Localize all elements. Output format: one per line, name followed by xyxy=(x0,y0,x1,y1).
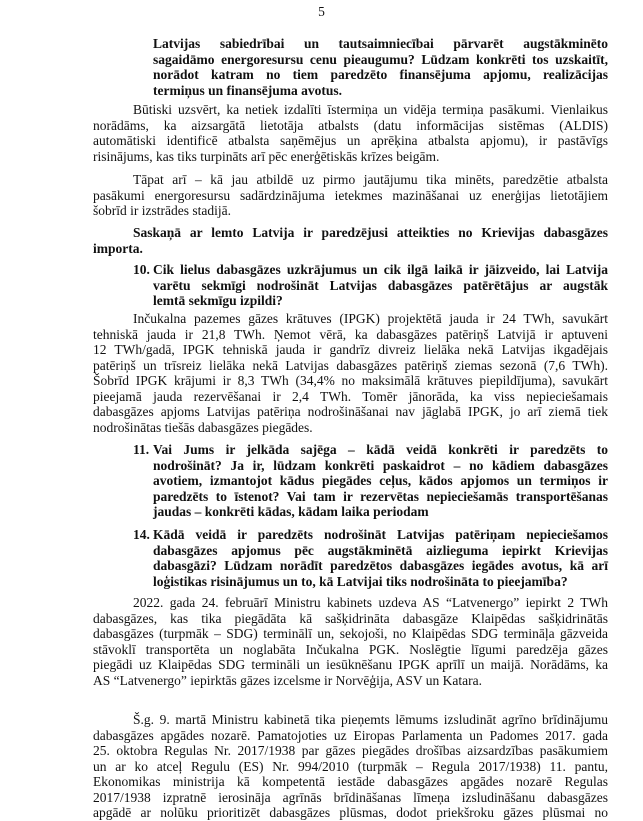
question-item xyxy=(133,442,608,520)
text-line: varētu sekmīgi nodrošināt Latvijas dabasgāzes patērētājus ar augstāk xyxy=(153,277,608,293)
text-line: avotiem, izmantojot kādus piegādes ceļus, kādos apjomos un termiņos ir xyxy=(153,473,608,488)
text-line: piegādi uz Klaipēdas SDG termināli un iesūknēšanu IPGK aprīlī un maijā. Norādāms, ka xyxy=(93,657,608,672)
text-line: stāvoklī transportēta un noglabāta Inčukalna PGK. Noslēgtie līgumi paredzēja gāzes xyxy=(93,641,608,657)
paragraph xyxy=(93,172,608,219)
text-line: norādāms, ka aizsargātā lietotāja atbalsts (datu informācijas sistēmas (ALDIS) xyxy=(93,117,608,133)
text-line: Ekonomikas ministrija kā kompetentā iestāde dabasgāzes apgādes nozarē Regulas xyxy=(93,774,608,789)
text-line: nodrošinātas tiešās dabasgāzes piegādes. xyxy=(93,419,313,435)
text-line: AS “Latvenergo” iepirktās gāzes izcelsme ir Norvēģija, ASV un Katara. xyxy=(93,672,482,688)
text-line: patēriņš un trīsreiz lielāka nekā Latvijas dabasgāzes patēriņš ziemas sezonā (7,6 TWh). xyxy=(93,357,608,373)
text-line: pasākumi energoresursu sadārdzinājuma ietekmes mazināšanai uz enerģijas lietotājiem xyxy=(93,187,608,203)
text-line: tehniskā jauda ir 21,8 TWh. Ņemot vērā, ka dabasgāzes patēriņš Latvijā ir aptuveni xyxy=(93,326,608,342)
text-line: nodrošināt? Ja ir, lūdzam konkrēti paskaidrot – no kādiem dabasgāzes xyxy=(153,457,608,473)
question-number: 10. xyxy=(133,262,150,277)
text-line: Vai Jums ir jelkāda sajēga – kādā veidā konkrēti ir paredzēts to xyxy=(153,442,608,457)
text-line: dabasgāzes apjomus pēc augstākminētā aizlieguma iepirkt Krievijas xyxy=(153,542,608,558)
question-item xyxy=(133,262,608,309)
text-line: dabasgāzes apjoms Latvijas patēriņa nodrošināšanai nav jāglabā IPGK, jo arī ziemā tiek xyxy=(93,404,608,419)
text-line: un ar ko atceļ Regulu (ES) Nr. 994/2010 (turpmāk – Regula 2017/1938) 11. pantu, xyxy=(93,758,608,774)
text-line: Š.g. 9. martā Ministru kabinetā tika pieņemts lēmums izsludināt agrīno brīdinājumu xyxy=(133,712,608,727)
question-item xyxy=(133,527,608,589)
text-line: lemtā sekmīgu izpildi? xyxy=(153,293,283,308)
text-line: dabasgāzi? Lūdzam norādīt paredzētos dabasgāzes iegādes avotus, kā arī xyxy=(153,558,608,573)
text-line: automātiski identificē atbalsta saņēmējus un aprēķina atbalsta apjomu), ir pastāvīgs xyxy=(93,133,608,148)
text-line: Tāpat arī – kā jau atbildē uz pirmo jautājumu tika minēts, paredzētie atbalsta xyxy=(133,172,608,187)
text-line: paredzēts to īstenot? Vai tam ir rezervētas nepieciešamās transportēšanas xyxy=(153,488,608,504)
text-line: 25. oktobra Regulas Nr. 2017/1938 par gāzes piegādes drošības aizsardzības pasākumiem xyxy=(93,743,608,758)
text-line: termiņus un finansējuma avotus. xyxy=(153,82,343,98)
text-line: Latvijas sabiedrībai un tautsaimniecībai pārvarēt augstākminēto xyxy=(153,36,608,51)
text-line: norādot katram no tiem paredzēto finansējuma apjomu, realizācijas xyxy=(153,67,608,82)
text-line: Kādā veidā ir paredzēts nodrošināt Latvijas patēriņam nepieciešamos xyxy=(153,527,608,542)
text-line: Saskaņā ar lemto Latvija ir paredzējusi atteikties no Krievijas dabasgāzes xyxy=(133,225,608,240)
paragraph xyxy=(93,595,608,688)
text-line: jaudas – konkrēti kādas, kādam laika periodam xyxy=(153,504,429,519)
page-number: 5 xyxy=(318,4,325,19)
question-number: 14. xyxy=(133,527,150,542)
paragraph xyxy=(93,311,608,435)
text-line: Inčukalna pazemes gāzes krātuves (IPGK) projektētā jauda ir 24 TWh, savukārt xyxy=(133,311,608,326)
text-line: Būtiski uzsvērt, ka netiek izdalīti īstermiņa un vidēja termiņa pasākumi. Vienlaikus xyxy=(133,102,608,117)
question-continuation xyxy=(153,36,608,98)
question-number: 11. xyxy=(133,442,150,457)
paragraph xyxy=(93,102,608,164)
text-line: importa. xyxy=(93,240,143,256)
text-line: 12 TWh/gadā, IPGK tehniskā jauda ir gandrīz divreiz lielāka nekā Latvijas ikgadējais xyxy=(93,342,608,357)
paragraph xyxy=(93,712,608,821)
text-line: dabasgāzes (turpmāk – SDG) terminālī un, sekojoši, no Klaipēdas SDG termināļa gāzveida xyxy=(93,626,608,641)
text-line: dabasgāzes apgādes nozarē. Pamatojoties uz Eiropas Parlamenta un Padomes 2017. gada xyxy=(93,727,608,743)
text-line: sagaidāmo energoresursu cenu pieaugumu? Lūdzam konkrēti tos uzskaitīt, xyxy=(153,51,608,67)
paragraph xyxy=(93,225,608,256)
text-line: apgādē ar nolūku prioritizēt dabasgāzes plūsmas, dodot priekšroku gāzes plūsmai no xyxy=(93,805,608,820)
text-line: šobrīd ir izstrādes stadijā. xyxy=(93,203,231,218)
text-line: Šobrīd IPGK krājumi ir 8,3 TWh (34,4% no maksimālā krātuves piepildījuma), savukārt xyxy=(93,373,608,388)
text-line: Cik lielus dabasgāzes uzkrājumus un cik ilgā laikā ir jāizveido, lai Latvija xyxy=(153,262,608,277)
text-line: pieejamā jauda rezervēšanai ir 2,4 TWh. Tomēr jānorāda, ka viss nepieciešamais xyxy=(93,388,608,404)
text-line: 2017/1938 izpratnē ierosināja agrīnās brīdināšanas līmeņa izsludināšanu dabasgāzes xyxy=(93,789,608,805)
text-line: dabasgāzes, kas tika piegādāta kā sašķidrināta dabasgāze Klaipēdas sašķidrinātās xyxy=(93,610,608,626)
text-line: 2022. gada 24. februārī Ministru kabinets uzdeva AS “Latvenergo” iepirkt 2 TWh xyxy=(133,595,608,610)
text-line: loģistikas risinājumus un to, kā Latvijai tiks nodrošināta to pieejamība? xyxy=(153,573,568,589)
text-line: risinājums, kas tiks turpināts arī pēc enerģētiskās krīzes beigām. xyxy=(93,148,440,164)
